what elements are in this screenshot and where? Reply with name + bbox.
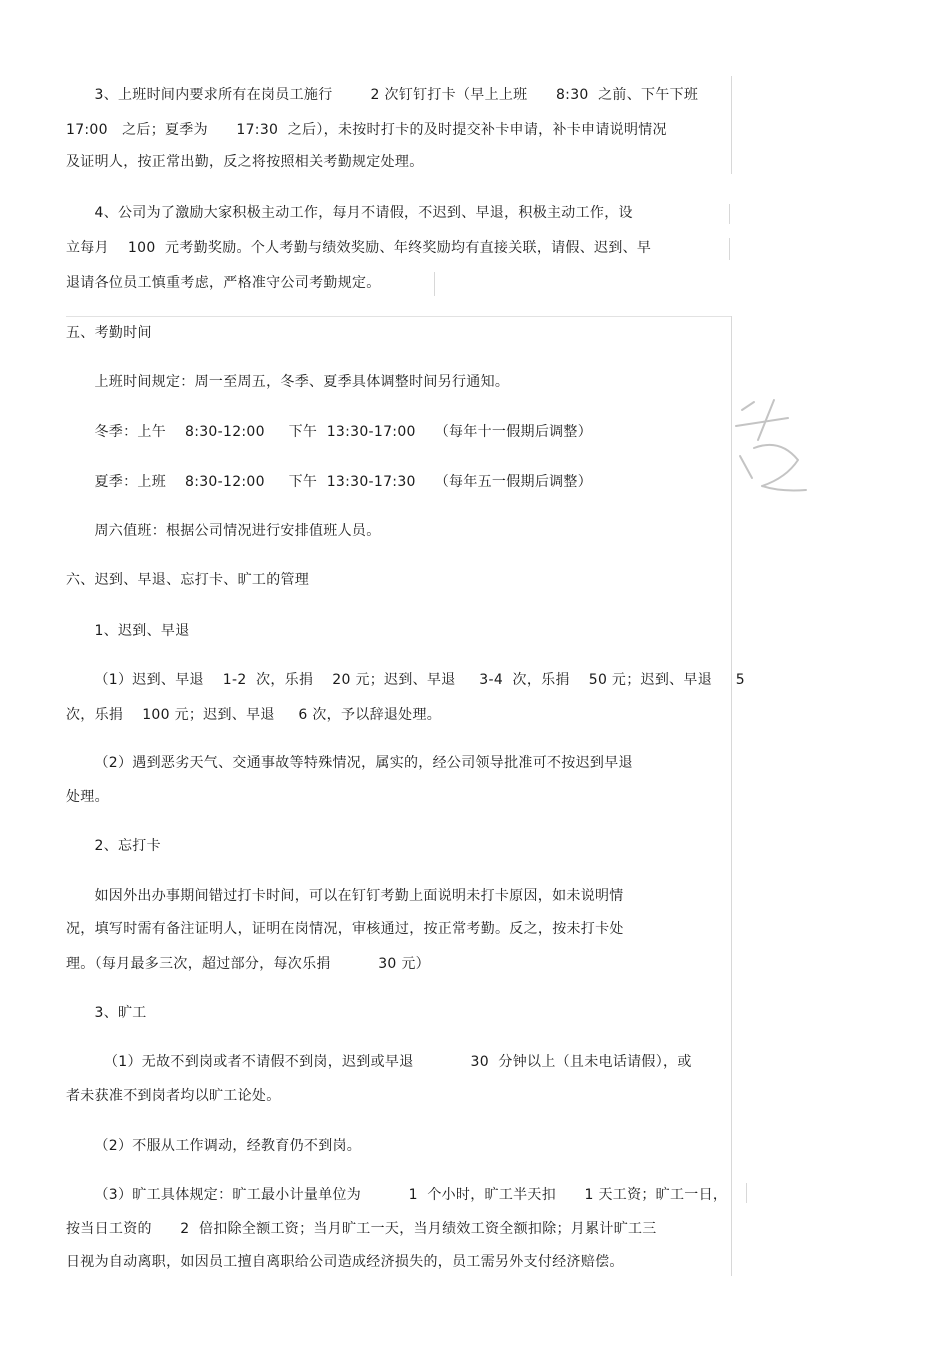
- text-line: 3、上班时间内要求所有在岗员工施行 2 次钉钉打卡（早上上班 8:30 之前、下午下班: [66, 87, 699, 103]
- text-line: 上班时间规定：周一至周五，冬季、夏季具体调整时间另行通知。: [66, 374, 510, 390]
- text-line: 次，乐捐 100 元；迟到、早退 6 次，予以辞退处理。: [66, 707, 442, 723]
- text-line: （2）不服从工作调动，经教育仍不到岗。: [66, 1138, 362, 1154]
- text-line: 处理。: [66, 789, 109, 805]
- text-line: 立每月 100 元考勤奖励。个人考勤与绩效奖励、年终奖励均有直接关联，请假、迟到、早: [66, 240, 652, 256]
- text-line: 夏季：上班 8:30-12:00 下午 13:30-17:30 （每年五一假期后调整）: [66, 474, 593, 490]
- text-line: 如因外出办事期间错过打卡时间，可以在钉钉考勤上面说明未打卡原因，如未说明情: [66, 888, 624, 904]
- text-line: 4、公司为了激励大家积极主动工作，每月不请假，不迟到、早退，积极主动工作，设: [66, 205, 633, 221]
- section-heading: 六、迟到、早退、忘打卡、旷工的管理: [66, 572, 310, 588]
- text-line: 及证明人，按正常出勤，反之将按照相关考勤规定处理。: [66, 154, 424, 170]
- text-line: 冬季：上午 8:30-12:00 下午 13:30-17:00 （每年十一假期后调整）: [66, 424, 593, 440]
- subsection-heading: 2、忘打卡: [66, 838, 161, 854]
- scan-rule: [731, 76, 732, 174]
- section-heading: 五、考勤时间: [66, 325, 152, 341]
- text-line: 退请各位员工慎重考虑，严格准守公司考勤规定。: [66, 275, 381, 291]
- handwriting-mark: [728, 396, 810, 502]
- text-line: （1）迟到、早退 1-2 次，乐捐 20 元；迟到、早退 3-4 次，乐捐 50 元；迟到、早退 5: [66, 672, 745, 688]
- scan-rule: [729, 238, 730, 260]
- text-line: 周六值班：根据公司情况进行安排值班人员。: [66, 523, 381, 539]
- text-line: 者未获准不到岗者均以旷工论处。: [66, 1088, 281, 1104]
- scan-rule: [729, 204, 730, 224]
- scan-rule: [746, 1183, 747, 1203]
- text-line: （2）遇到恶劣天气、交通事故等特殊情况，属实的，经公司领导批准可不按迟到早退: [66, 755, 633, 771]
- text-line: （1）无故不到岗或者不请假不到岗，迟到或早退 30 分钟以上（且未电话请假），或: [66, 1054, 692, 1070]
- text-line: 17:00 之后；夏季为 17:30 之后），未按时打卡的及时提交补卡申请，补卡申请说明情况: [66, 122, 667, 138]
- text-line: 按当日工资的 2 倍扣除全额工资；当月旷工一天，当月绩效工资全额扣除；月累计旷工三: [66, 1221, 657, 1237]
- text-line: 况，填写时需有备注证明人，证明在岗情况，审核通过，按正常考勤。反之，按未打卡处: [66, 921, 624, 937]
- text-line: 日视为自动离职，如因员工擅自离职给公司造成经济损失的，员工需另外支付经济赔偿。: [66, 1254, 624, 1270]
- scan-rule: [66, 316, 732, 317]
- text-line: 理。（每月最多三次，超过部分，每次乐捐 30 元）: [66, 956, 430, 972]
- text-line: （3）旷工具体规定：旷工最小计量单位为 1 个小时，旷工半天扣 1 天工资；旷工一日，: [66, 1187, 728, 1203]
- scan-rule: [434, 272, 435, 296]
- subsection-heading: 3、旷工: [66, 1005, 147, 1021]
- subsection-heading: 1、迟到、早退: [66, 623, 190, 639]
